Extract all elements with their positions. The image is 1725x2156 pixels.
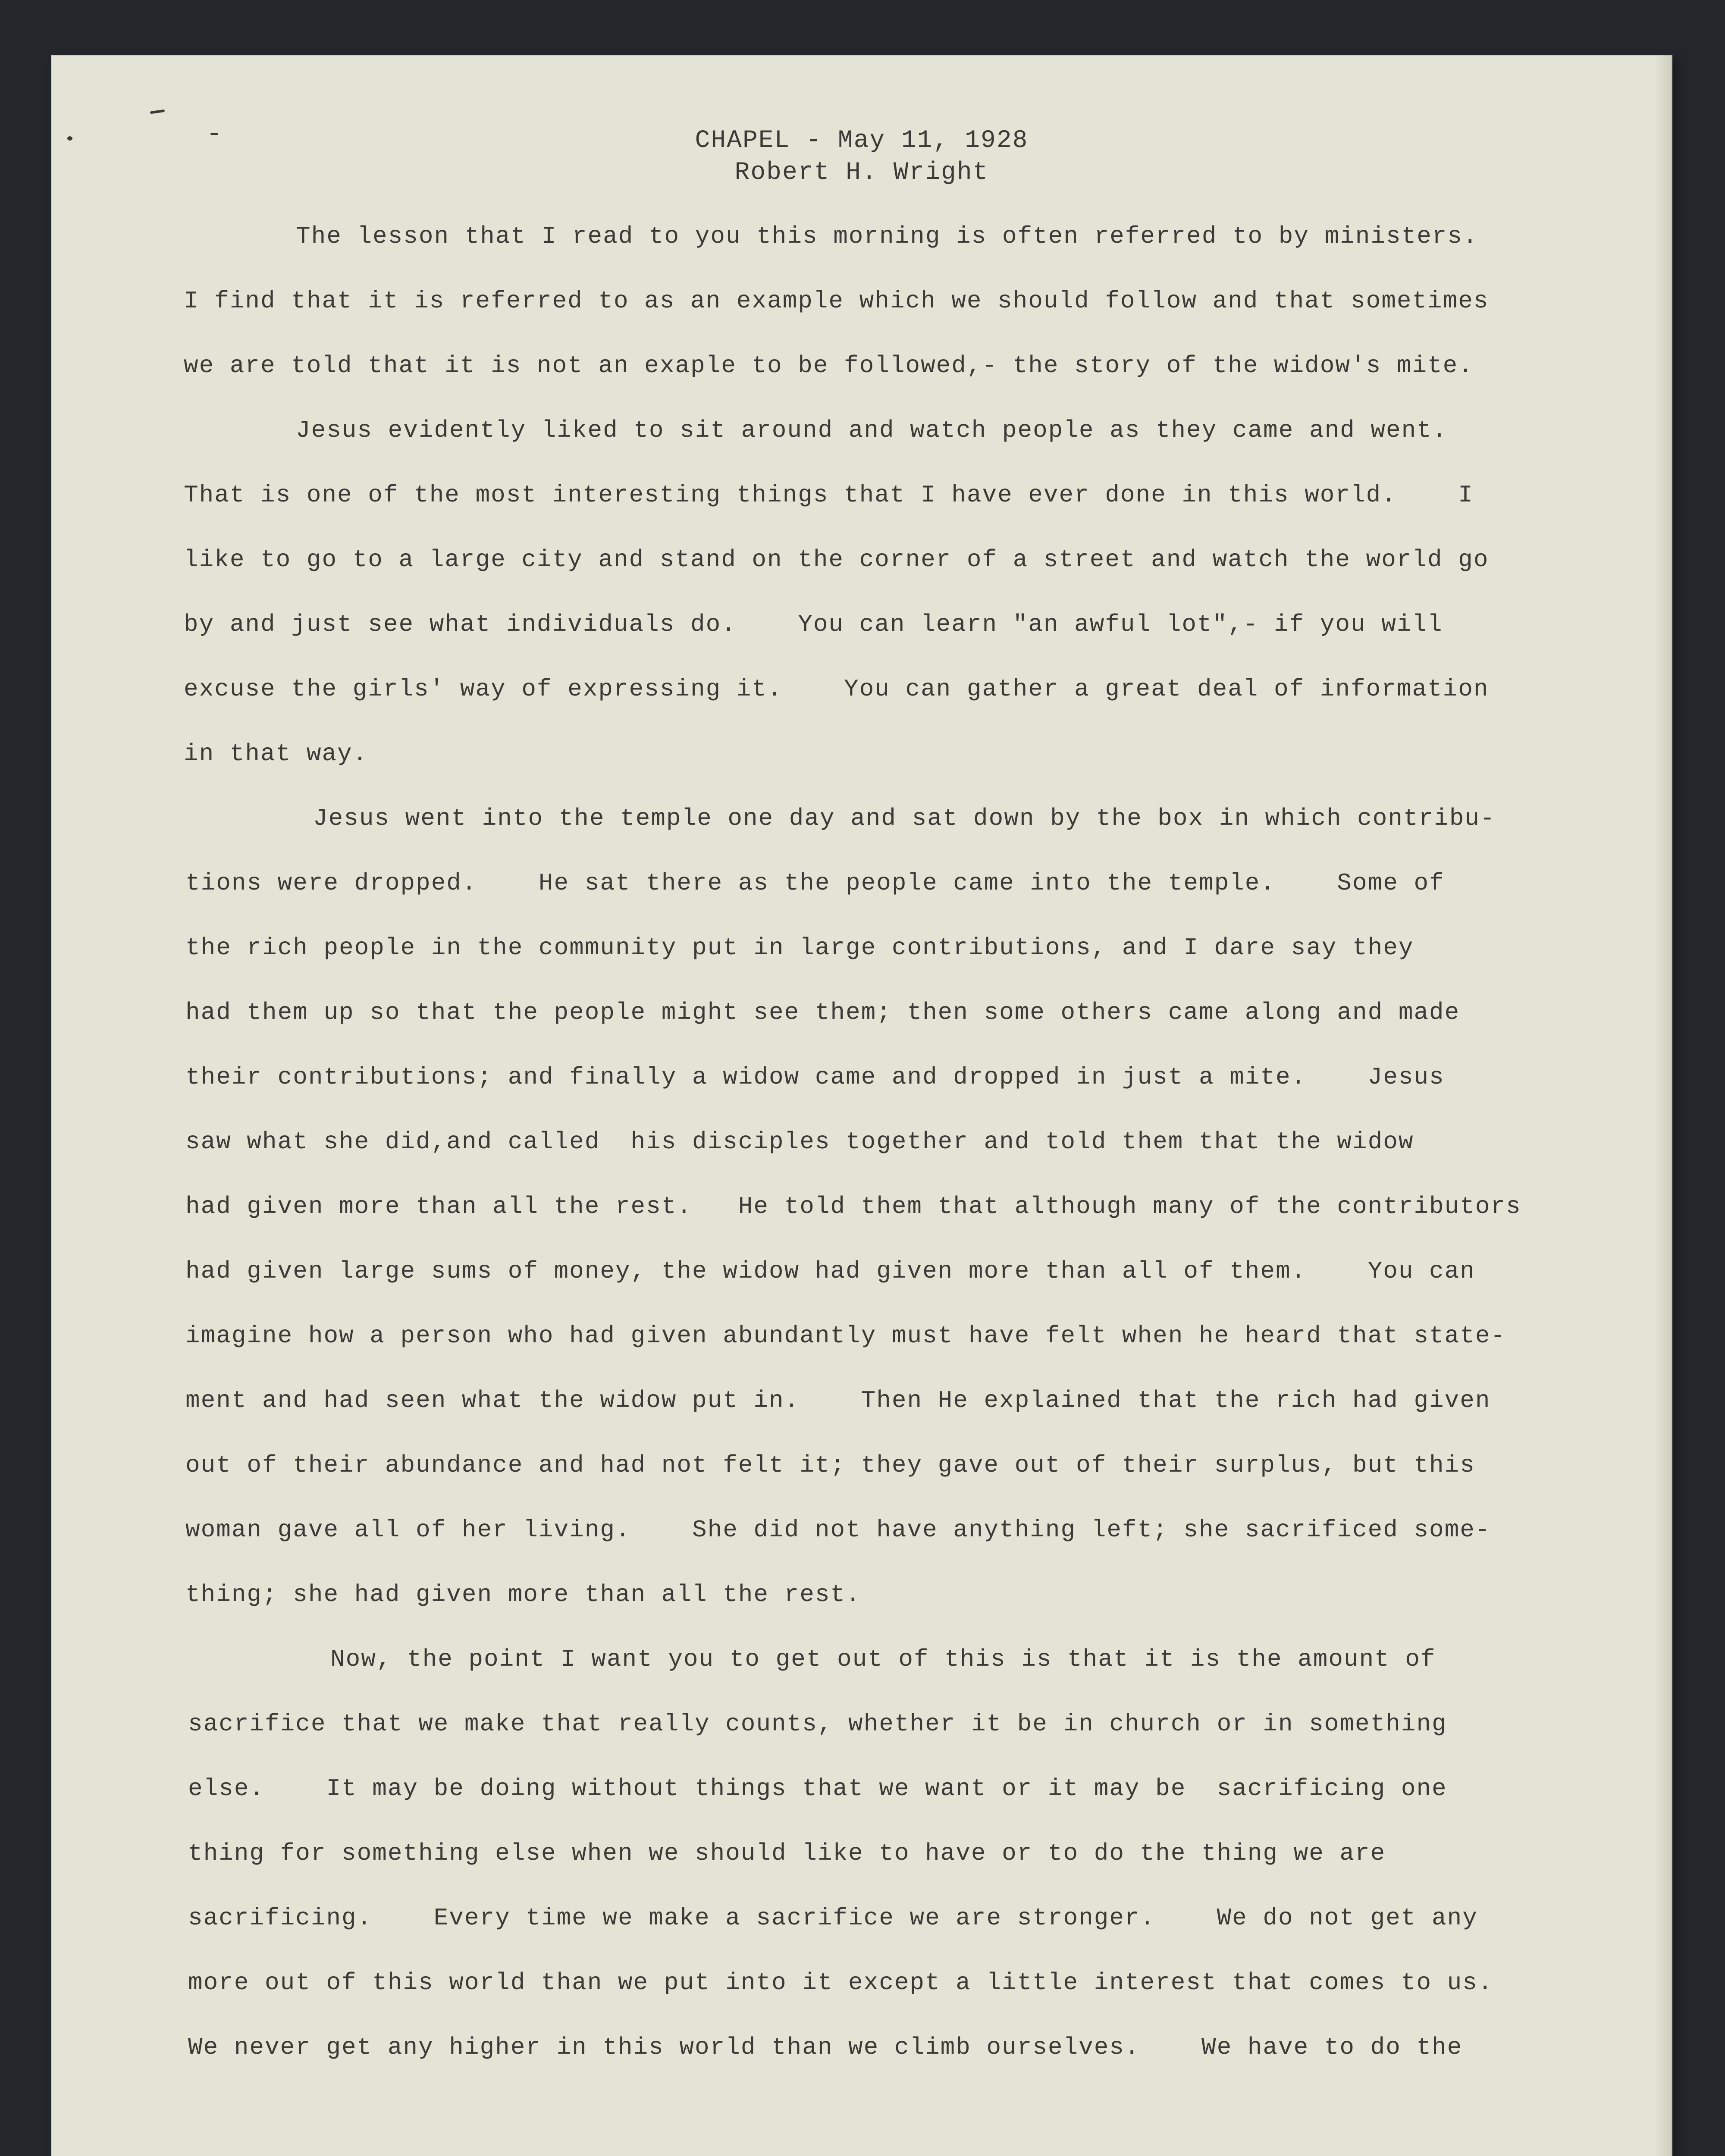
body-line: tions were dropped. He sat there as the people came into the temple. Some of [185,869,1445,897]
body-line: else. It may be doing without things that we want or it may be sacrificing one [188,1775,1447,1802]
body-line: had given large sums of money, the widow had given more than all of them. You can [185,1257,1475,1285]
body-line: the rich people in the community put in large contributions, and I dare say they [185,934,1414,962]
body-line: in that way. [184,740,368,768]
body-line: Jesus went into the temple one day and sat down by the box in which contribu- [313,805,1496,832]
body-line: saw what she did,and called his disciples together and told them that the widow [185,1128,1414,1156]
body-line: excuse the girls' way of expressing it. You can gather a great deal of information [184,675,1489,703]
body-line: out of their abundance and had not felt it; they gave out of their surplus, but this [185,1451,1475,1479]
body-line: Now, the point I want you to get out of this is that it is the amount of [330,1645,1436,1673]
body-line: thing; she had given more than all the rest. [185,1581,861,1608]
document-title: CHAPEL - May 11, 1928 [695,127,1029,155]
body-line: like to go to a large city and stand on the corner of a street and watch the world go [184,546,1489,573]
body-line: we are told that it is not an exaple to be followed,- the story of the widow's mite. [184,352,1474,379]
body-line: The lesson that I read to you this morning is often referred to by ministers. [296,222,1478,250]
body-line: Jesus evidently liked to sit around and watch people as they came and went. [296,417,1448,444]
body-line: had given more than all the rest. He told them that although many of the contributors [185,1193,1521,1220]
body-line: their contributions; and finally a widow came and dropped in just a mite. Jesus [185,1063,1445,1091]
body-line: had them up so that the people might see them; then some others came along and made [185,999,1460,1026]
body-line: woman gave all of her living. She did not have anything left; she sacrificed some- [185,1516,1491,1544]
body-line: thing for something else when we should like to have or to do the thing we are [188,1839,1386,1867]
body-line: ment and had seen what the widow put in. Then He explained that the rich had given [185,1387,1491,1414]
body-line: by and just see what individuals do. You can learn "an awful lot",- if you will [184,611,1443,638]
document-author: Robert H. Wright [734,159,989,187]
body-line: sacrificing. Every time we make a sacrifice we are stronger. We do not get any [188,1904,1478,1932]
typewritten-page [51,55,1672,2156]
page-body [51,55,1672,2156]
body-line: We never get any higher in this world than we climb ourselves. We have to do the [188,2034,1463,2061]
body-line: imagine how a person who had given abundantly must have felt when he heard that state- [185,1322,1506,1350]
body-line: I find that it is referred to as an example which we should follow and that sometimes [184,287,1489,315]
body-line: sacrifice that we make that really counts, whether it be in church or in something [188,1710,1447,1738]
body-line: more out of this world than we put into it except a little interest that comes to us. [188,1969,1493,1996]
body-line: That is one of the most interesting things that I have ever done in this world. I [184,481,1474,509]
